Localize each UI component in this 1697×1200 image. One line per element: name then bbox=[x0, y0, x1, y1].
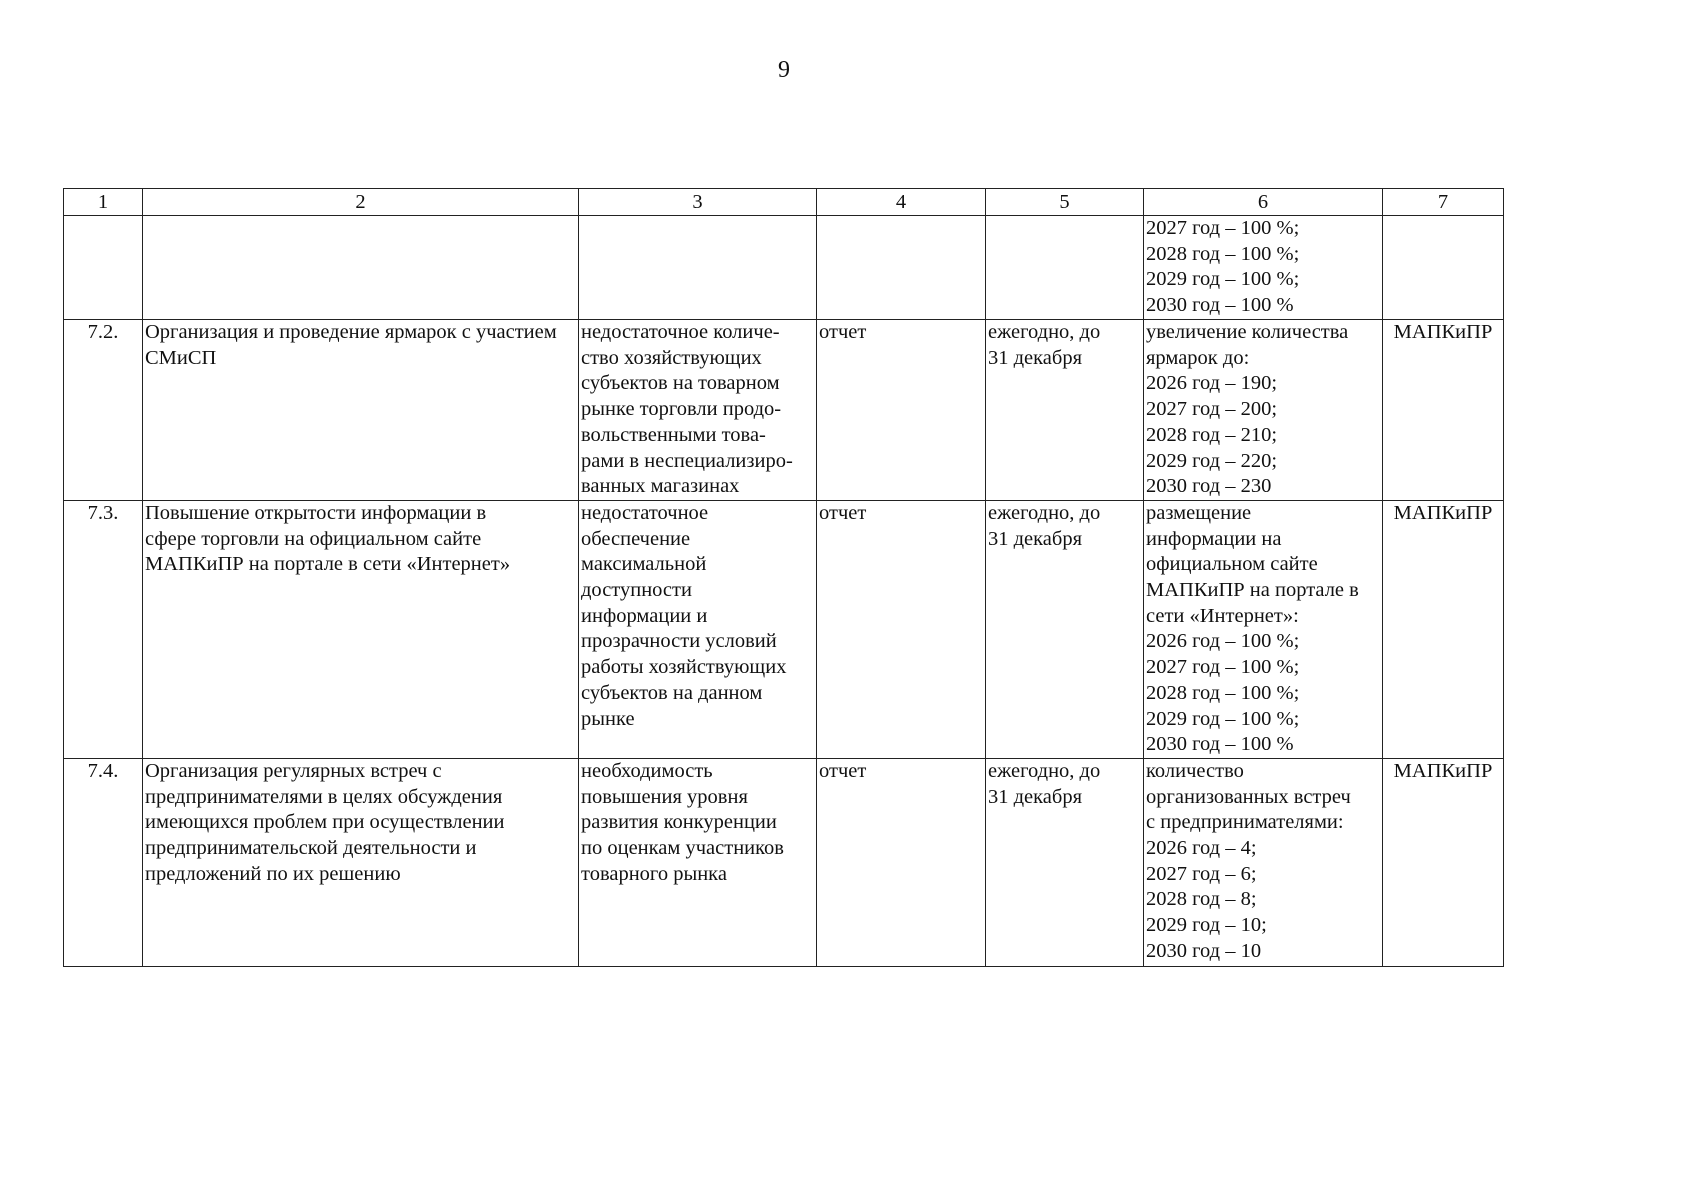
table-row-7-3 bbox=[64, 500, 1504, 758]
column-number-4: 4 bbox=[817, 189, 986, 216]
document-type-cell bbox=[817, 216, 986, 320]
responsible-cell: МАПКиПР bbox=[1383, 320, 1504, 501]
deadline-cell: ежегодно, до 31 декабря bbox=[986, 758, 1144, 966]
row-number-cell: 7.3. bbox=[64, 500, 143, 758]
indicator-cell: размещение информации на официальном сайте МАПКиПР на портале в сети «Интернет»: 2026 год – 100 %; 2027 год – 100 %; 2028 год – 100 %; 2029 год – 100 %; 2030 год – 100 % bbox=[1144, 500, 1383, 758]
table-row-7-4 bbox=[64, 758, 1504, 966]
measure-cell: Организация регулярных встреч с предпринимателями в целях обсуждения имеющихся проблем при осуществлении предпринимательской деятельности и предложений по их решению bbox=[143, 758, 579, 966]
row-number-cell bbox=[64, 216, 143, 320]
indicator-cell: увеличение количества ярмарок до: 2026 год – 190; 2027 год – 200; 2028 год – 210; 2029 год – 220; 2030 год – 230 bbox=[1144, 320, 1383, 501]
column-number-3: 3 bbox=[579, 189, 817, 216]
problem-cell: недостаточное количе- ство хозяйствующих субъектов на товарном рынке торговли продо- вольственными това- рами в неспециализиро- ванных магазинах bbox=[579, 320, 817, 501]
problem-cell: недостаточное обеспечение максимальной доступности информации и прозрачности условий работы хозяйствующих субъектов на данном рынке bbox=[579, 500, 817, 758]
document-type-cell: отчет bbox=[817, 320, 986, 501]
row-number-cell: 7.2. bbox=[64, 320, 143, 501]
measure-cell: Повышение открытости информации в сфере торговли на официальном сайте МАПКиПР на портале в сети «Интернет» bbox=[143, 500, 579, 758]
responsible-cell: МАПКиПР bbox=[1383, 758, 1504, 966]
column-number-row bbox=[64, 189, 1504, 216]
deadline-cell: ежегодно, до 31 декабря bbox=[986, 500, 1144, 758]
deadline-cell bbox=[986, 216, 1144, 320]
measure-cell: Организация и проведение ярмарок с участием СМиСП bbox=[143, 320, 579, 501]
column-number-5: 5 bbox=[986, 189, 1144, 216]
problem-cell bbox=[579, 216, 817, 320]
document-type-cell: отчет bbox=[817, 758, 986, 966]
column-number-2: 2 bbox=[143, 189, 579, 216]
row-number-cell: 7.4. bbox=[64, 758, 143, 966]
indicator-cell: количество организованных встреч с предпринимателями: 2026 год – 4; 2027 год – 6; 2028 год – 8; 2029 год – 10; 2030 год – 10 bbox=[1144, 758, 1383, 966]
column-number-1: 1 bbox=[64, 189, 143, 216]
document-type-cell: отчет bbox=[817, 500, 986, 758]
column-number-7: 7 bbox=[1383, 189, 1504, 216]
measure-cell bbox=[143, 216, 579, 320]
column-number-6: 6 bbox=[1144, 189, 1383, 216]
problem-cell: необходимость повышения уровня развития конкуренции по оценкам участников товарного рынка bbox=[579, 758, 817, 966]
table-row-7-2 bbox=[64, 320, 1504, 501]
indicator-cell: 2027 год – 100 %; 2028 год – 100 %; 2029 год – 100 %; 2030 год – 100 % bbox=[1144, 216, 1383, 320]
page-number: 9 bbox=[778, 57, 790, 83]
measures-table bbox=[63, 188, 1504, 967]
responsible-cell: МАПКиПР bbox=[1383, 500, 1504, 758]
responsible-cell bbox=[1383, 216, 1504, 320]
deadline-cell: ежегодно, до 31 декабря bbox=[986, 320, 1144, 501]
table-row-continued bbox=[64, 216, 1504, 320]
